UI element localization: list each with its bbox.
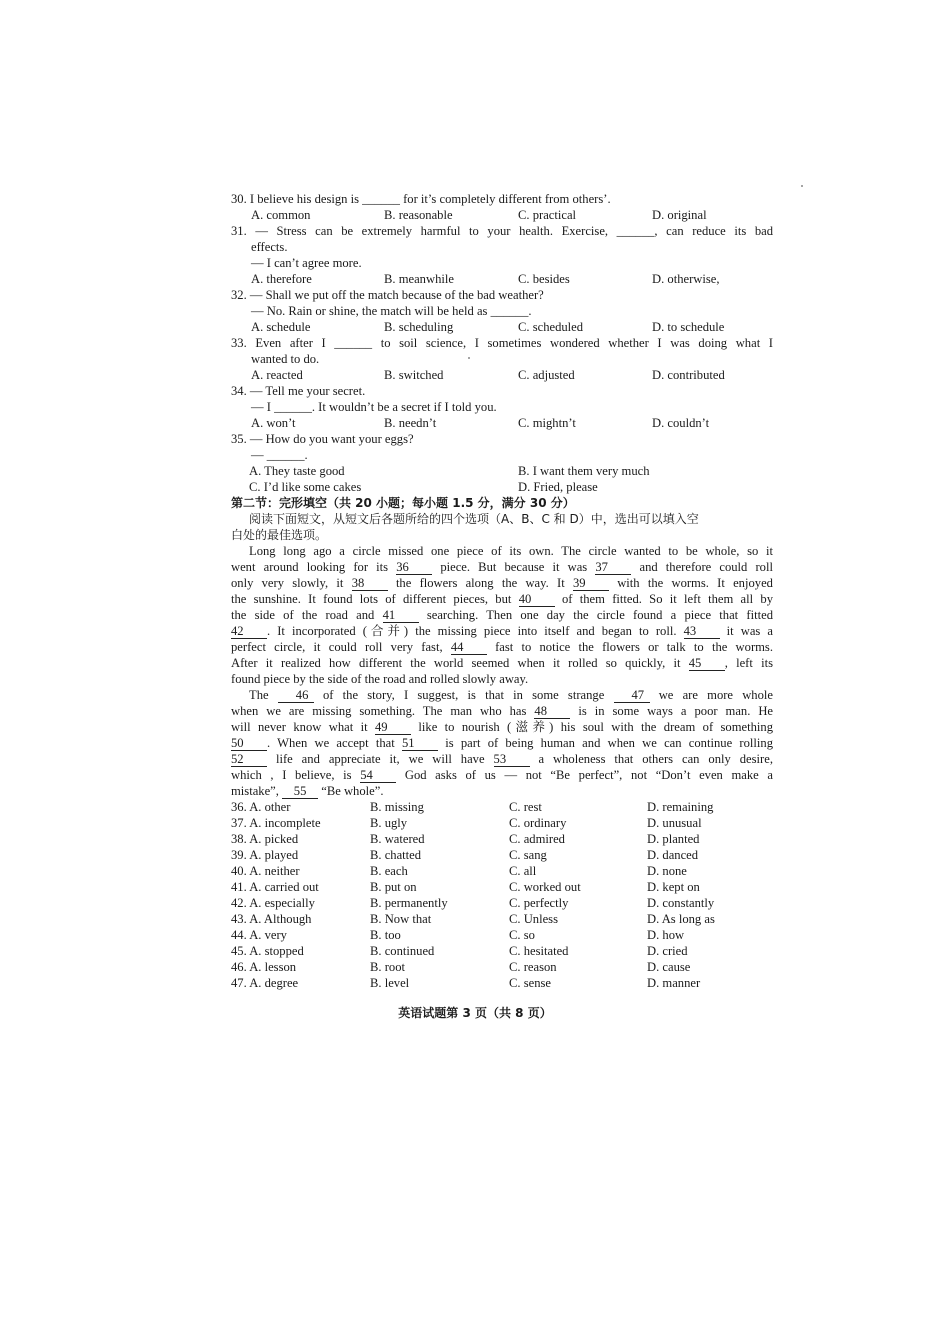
- question-35-reply: — ______.: [251, 448, 308, 462]
- passage-line: when we are missing something. The man who has 48 is in some ways a poor man. He: [231, 704, 773, 718]
- passage-line: which , I believe, is 54 God asks of us — not “Be perfect”, not “Don’t even make a: [231, 768, 773, 782]
- section-heading: 第二节：完形填空（共 20 小题；每小题 1.5 分，满分 30 分）: [231, 496, 575, 510]
- blank-43: 43: [684, 625, 720, 639]
- blank-51: 51: [402, 737, 438, 751]
- passage-line: 42 . It incorporated (合并) the missing piece into itself and began to roll. 43 it was a: [231, 624, 773, 638]
- option-d: D. couldn’t: [652, 416, 710, 430]
- option-c: C. I’d like some cakes: [249, 480, 362, 494]
- blank-50: 50: [231, 737, 267, 751]
- blank-49: 49: [375, 721, 411, 735]
- blank-39: 39: [573, 577, 609, 591]
- cloze-option-row: 40. A. neither B. each C. all D. none: [231, 864, 687, 878]
- cloze-option-row: 41. A. carried out B. put on C. worked out D. kept on: [231, 880, 700, 894]
- question-32-options: [231, 319, 773, 335]
- question-34: 34. — Tell me your secret.: [231, 384, 366, 398]
- passage-line: mistake”, 55 “Be whole”.: [231, 784, 384, 798]
- option-c: C. mightn’t: [518, 416, 576, 430]
- passage-line: 52 life and appreciate it, we will have 53 a wholeness that others can only desire,: [231, 752, 773, 766]
- option-c: C. besides: [518, 272, 570, 286]
- question-31: 31. — Stress can be extremely harmful to your health. Exercise, ______, can reduce its bad: [231, 224, 773, 238]
- option-d: D. otherwise,: [652, 272, 720, 286]
- blank-40: 40: [519, 593, 555, 607]
- option-a: A. reacted: [251, 368, 303, 382]
- blank-41: 41: [383, 609, 419, 623]
- page-footer: 英语试题第 3 页（共 8 页）: [398, 1006, 552, 1020]
- option-a: A. common: [251, 208, 311, 222]
- option-a: A. won’t: [251, 416, 296, 430]
- scan-speck: [468, 357, 470, 359]
- cloze-option-row: 47. A. degree B. level C. sense D. manner: [231, 976, 701, 990]
- cloze-options: [231, 799, 773, 991]
- question-33-cont: wanted to do.: [251, 352, 320, 366]
- blank-46: 46: [278, 689, 314, 703]
- option-d: D. original: [652, 208, 707, 222]
- question-31-reply: — I can’t agree more.: [251, 256, 362, 270]
- option-c: C. adjusted: [518, 368, 575, 382]
- blank-38: 38: [352, 577, 388, 591]
- passage-line: The 46 of the story, I suggest, is that in some strange 47 we are more whole: [249, 688, 773, 702]
- passage-line: found piece by the side of the road and rolled slowly away.: [231, 672, 529, 686]
- blank-36: 36: [396, 561, 432, 575]
- cloze-option-row: 39. A. played B. chatted C. sang D. danced: [231, 848, 699, 862]
- question-31-options: [231, 271, 773, 287]
- question-34-reply: — I ______. It wouldn’t be a secret if I told you.: [251, 400, 497, 414]
- question-32-reply: — No. Rain or shine, the match will be held as ______.: [251, 304, 532, 318]
- question-32: 32. — Shall we put off the match because of the bad weather?: [231, 288, 544, 302]
- blank-45: 45: [689, 657, 725, 671]
- passage-line: Long long ago a circle missed one piece of its own. The circle wanted to be whole, so it: [249, 544, 773, 558]
- option-b: B. switched: [384, 368, 444, 382]
- passage-line: the side of the road and 41 searching. Then one day the circle found a piece that fitted: [231, 608, 773, 622]
- option-b: B. scheduling: [384, 320, 454, 334]
- question-34-options: [231, 415, 773, 431]
- cloze-option-row: 42. A. especially B. permanently C. perfectly D. constantly: [231, 896, 715, 910]
- blank-54: 54: [360, 769, 396, 783]
- blank-37: 37: [595, 561, 631, 575]
- option-c: C. scheduled: [518, 320, 584, 334]
- cloze-option-row: 45. A. stopped B. continued C. hesitated D. cried: [231, 944, 688, 958]
- question-35-options-row2: [231, 479, 773, 495]
- option-c: C. practical: [518, 208, 577, 222]
- cloze-passage: [231, 543, 773, 799]
- cloze-option-row: 38. A. picked B. watered C. admired D. planted: [231, 832, 700, 846]
- option-a: A. therefore: [251, 272, 312, 286]
- question-30-options: [231, 207, 773, 223]
- question-33-options: [231, 367, 773, 383]
- option-d: D. contributed: [652, 368, 725, 382]
- passage-line: 50 . When we accept that 51 is part of being human and when we can continue rolling: [231, 736, 773, 750]
- option-a: A. They taste good: [249, 464, 345, 478]
- blank-55: 55: [282, 785, 318, 799]
- blank-53: 53: [494, 753, 530, 767]
- option-a: A. schedule: [251, 320, 311, 334]
- question-35: 35. — How do you want your eggs?: [231, 432, 414, 446]
- question-33: 33. Even after I ______ to soil science, I sometimes wondered whether I was doing what I: [231, 336, 773, 350]
- section-instruction-cont: 白处的最佳选项。: [231, 528, 328, 542]
- option-b: B. needn’t: [384, 416, 437, 430]
- cloze-option-row: 44. A. very B. too C. so D. how: [231, 928, 685, 942]
- blank-47: 47: [614, 689, 650, 703]
- passage-line: After it realized how different the world seemed when it rolled so quickly, it 45 , left its: [231, 656, 773, 670]
- cloze-option-row: 46. A. lesson B. root C. reason D. cause: [231, 960, 691, 974]
- cloze-option-row: 37. A. incomplete B. ugly C. ordinary D. unusual: [231, 816, 702, 830]
- passage-line: went around looking for its 36 piece. But because it was 37 and therefore could roll: [231, 560, 773, 574]
- option-b: B. I want them very much: [518, 464, 650, 478]
- blank-42: 42: [231, 625, 267, 639]
- option-b: B. meanwhile: [384, 272, 454, 286]
- question-31-cont: effects.: [251, 240, 288, 254]
- scan-speck: [801, 185, 803, 187]
- section-instruction: 阅读下面短文，从短文后各题所给的四个选项（A、B、C 和 D）中，选出可以填入空: [249, 512, 699, 526]
- option-d: D. Fried, please: [518, 480, 598, 494]
- passage-line: perfect circle, it could roll very fast, 44 fast to notice the flowers or talk to the worms.: [231, 640, 773, 654]
- question-30: 30. I believe his design is ______ for it’s completely different from others’.: [231, 192, 611, 206]
- passage-line: only very slowly, it 38 the flowers along the way. It 39 with the worms. It enjoyed: [231, 576, 773, 590]
- question-35-options-row1: [231, 463, 773, 479]
- blank-44: 44: [451, 641, 487, 655]
- exam-page: [231, 191, 773, 991]
- cloze-option-row: 36. A. other B. missing C. rest D. remaining: [231, 800, 714, 814]
- option-d: D. to schedule: [652, 320, 725, 334]
- blank-48: 48: [534, 705, 570, 719]
- option-b: B. reasonable: [384, 208, 453, 222]
- passage-line: the sunshine. It found lots of different pieces, but 40 of them fitted. So it left them all by: [231, 592, 773, 606]
- cloze-option-row: 43. A. Although B. Now that C. Unless D. As long as: [231, 912, 715, 926]
- passage-line: will never know what it 49 like to nourish (滋养) his soul with the dream of something: [231, 720, 773, 734]
- blank-52: 52: [231, 753, 267, 767]
